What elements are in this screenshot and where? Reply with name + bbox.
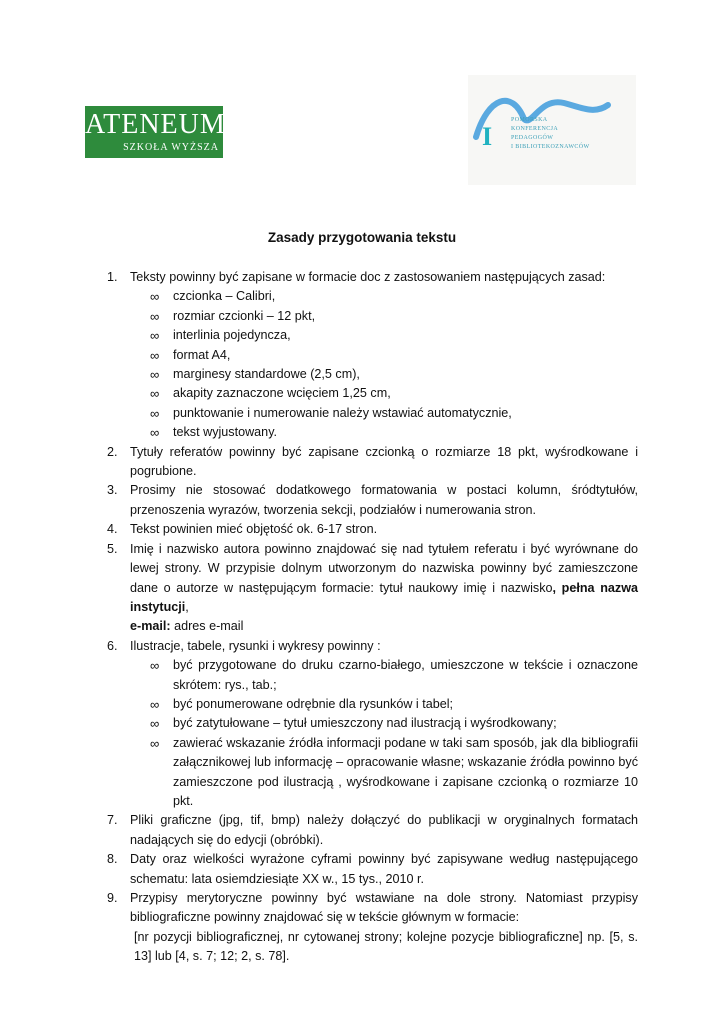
sub-list-item: ∞ interlinia pojedyncza, — [130, 326, 638, 345]
ateneum-logo — [85, 106, 226, 158]
list-item: 4. Tekst powinien mieć objętość ok. 6-17 stron. — [107, 522, 378, 537]
sub-list-item: ∞ rozmiar czcionki – 12 pkt, — [130, 307, 638, 326]
infinity-bullet-icon: ∞ — [150, 696, 160, 712]
list-item: 3. Prosimy nie stosować dodatkowego formatowania w postaci kolumn, śródtytułów, przenoszenia wyrazów, tworzenia sekcji, podziałów i numerowania stron. — [107, 483, 638, 517]
conference-logo-text: POMORSKA KONFERENCJA PEDAGOGÓW I BIBLIOTEKOZNAWCÓW — [511, 117, 590, 150]
sub-list-item: ∞ akapity zaznaczone wcięciem 1,25 cm, — [130, 384, 638, 403]
email-label: e-mail: — [130, 619, 171, 634]
infinity-bullet-icon: ∞ — [150, 658, 160, 674]
infinity-bullet-icon: ∞ — [150, 386, 160, 402]
sub-list-item: ∞ tekst wyjustowany. — [130, 423, 638, 442]
list-item: 7. Pliki graficzne (jpg, tif, bmp) należy dołączyć do publikacji w oryginalnych formatach nadających się do edycji (obróbki). — [107, 813, 638, 847]
list-item: 2. Tytuły referatów powinny być zapisane czcionką o rozmiarze 18 pkt, wyśrodkowane i pogrubione. — [107, 444, 638, 479]
citation-example: [nr pozycji bibliograficznej, nr cytowanej strony; kolejne pozycje bibliograficzne] np. [5, s. 13] lub [4, s. 7; 12; 2, s. 78]. — [134, 929, 638, 964]
rules-list — [90, 268, 638, 967]
infinity-bullet-icon: ∞ — [150, 308, 160, 324]
sub-list-item: ∞ zawierać wskazanie źródła informacji podane w taki sam sposób, jak dla bibliografii załącznikowej lub informację – opracowanie własne; wskazanie źródła powinno być zamieszczone pod ilustracją , wyśrodkowane i zapisane czcionką o rozmiarze 10 pkt. — [150, 735, 638, 808]
sub-list-item: ∞ być ponumerowane odrębnie dla rysunków i tabel; — [130, 695, 638, 714]
infinity-bullet-icon: ∞ — [150, 328, 160, 344]
list-item: 5. Imię i nazwisko autora powinno znajdować się nad tytułem referatu i być wyrównane do lewej strony. W przypisie dolnym utworzonym do nazwiska powinny być zamieszczone dane o autorze w następującym formacie: tytuł naukowy imię i nazwisko, pełna nazwa instytucji, e-mail: adres e-mail — [107, 541, 639, 634]
sub-list-item: ∞ być przygotowane do druku czarno-białego, umieszczone w tekście i oznaczone skrótem: rys., tab.; — [150, 658, 638, 692]
infinity-bullet-icon: ∞ — [150, 289, 160, 305]
infinity-bullet-icon: ∞ — [150, 425, 160, 441]
document-title: Zasady przygotowania tekstu — [267, 230, 457, 245]
list-item: 8. Daty oraz wielkości wyrażone cyframi powinny być zapisywane według następującego schematu: lata osiemdziesiąte XX w., 15 tys., 2010 r. — [107, 852, 638, 886]
infinity-bullet-icon: ∞ — [150, 367, 160, 383]
infinity-bullet-icon: ∞ — [150, 716, 160, 732]
formatting-rules-list — [130, 287, 638, 442]
sub-list-item: ∞ czcionka – Calibri, — [130, 287, 638, 306]
list-item: 9. Przypisy merytoryczne powinny być wstawiane na dole strony. Natomiast przypisy bibliograficzne powinny znajdować się w tekście głównym w formacie: [nr pozycji bibliograficznej, nr cytowanej strony; kolejne pozycje bibliograficzne] np. [5, s. 13] lub [4, s. 7; 12; 2, s. 78]. — [90, 889, 638, 967]
sub-list-item: ∞ format A4, — [130, 346, 638, 365]
infinity-bullet-icon: ∞ — [150, 735, 160, 751]
sub-list-item: ∞ być zatytułowane – tytuł umieszczony nad ilustracją i wyśrodkowany; — [130, 714, 638, 733]
infinity-bullet-icon: ∞ — [150, 347, 160, 363]
document-body — [90, 268, 638, 967]
conference-logo-numeral: I — [482, 122, 493, 151]
ateneum-logo-subtitle: SZKOŁA WYŻSZA — [123, 142, 219, 153]
list-item: 1. Teksty powinny być zapisane w formacie doc z zastosowaniem następujących zasad: ∞ czcionka – Calibri, ∞ rozmiar czcionki – 12 pkt, ∞ interlinia pojedyncza, ∞ format A4, ∞ marginesy standardowe (2,5 cm), ∞ akapity zaznaczone wcięciem 1,25 cm, ∞ punktowanie i numerowanie należy wstawiać automatycznie, ∞ tekst wyjustowany. — [90, 268, 638, 443]
conference-logo — [468, 75, 636, 185]
sub-list-item: ∞ punktowanie i numerowanie należy wstawiać automatycznie, — [130, 404, 638, 423]
sub-list-item: ∞ marginesy standardowe (2,5 cm), — [130, 365, 638, 384]
infinity-bullet-icon: ∞ — [150, 405, 160, 421]
illustration-rules-list — [130, 656, 638, 811]
ateneum-logo-name: ATENEUM — [85, 109, 226, 140]
list-item: 6. Ilustracje, tabele, rysunki i wykresy powinny : ∞ być przygotowane do druku czarno-białego, umieszczone w tekście i oznaczone skrótem: rys., tab.; ∞ być ponumerowane odrębnie dla rysunków i tabel; ∞ być zatytułowane – tytuł umieszczony nad ilustracją i wyśrodkowany; ∞ zawierać wskazanie źródła informacji podane w taki sam sposób, jak dla bibliografii załącznikowej lub informację – opracowanie własne; wskazanie źródła powinno być zamieszczone pod ilustracją , wyśrodkowane i zapisane czcionką o rozmiarze 10 pkt. — [90, 637, 638, 812]
